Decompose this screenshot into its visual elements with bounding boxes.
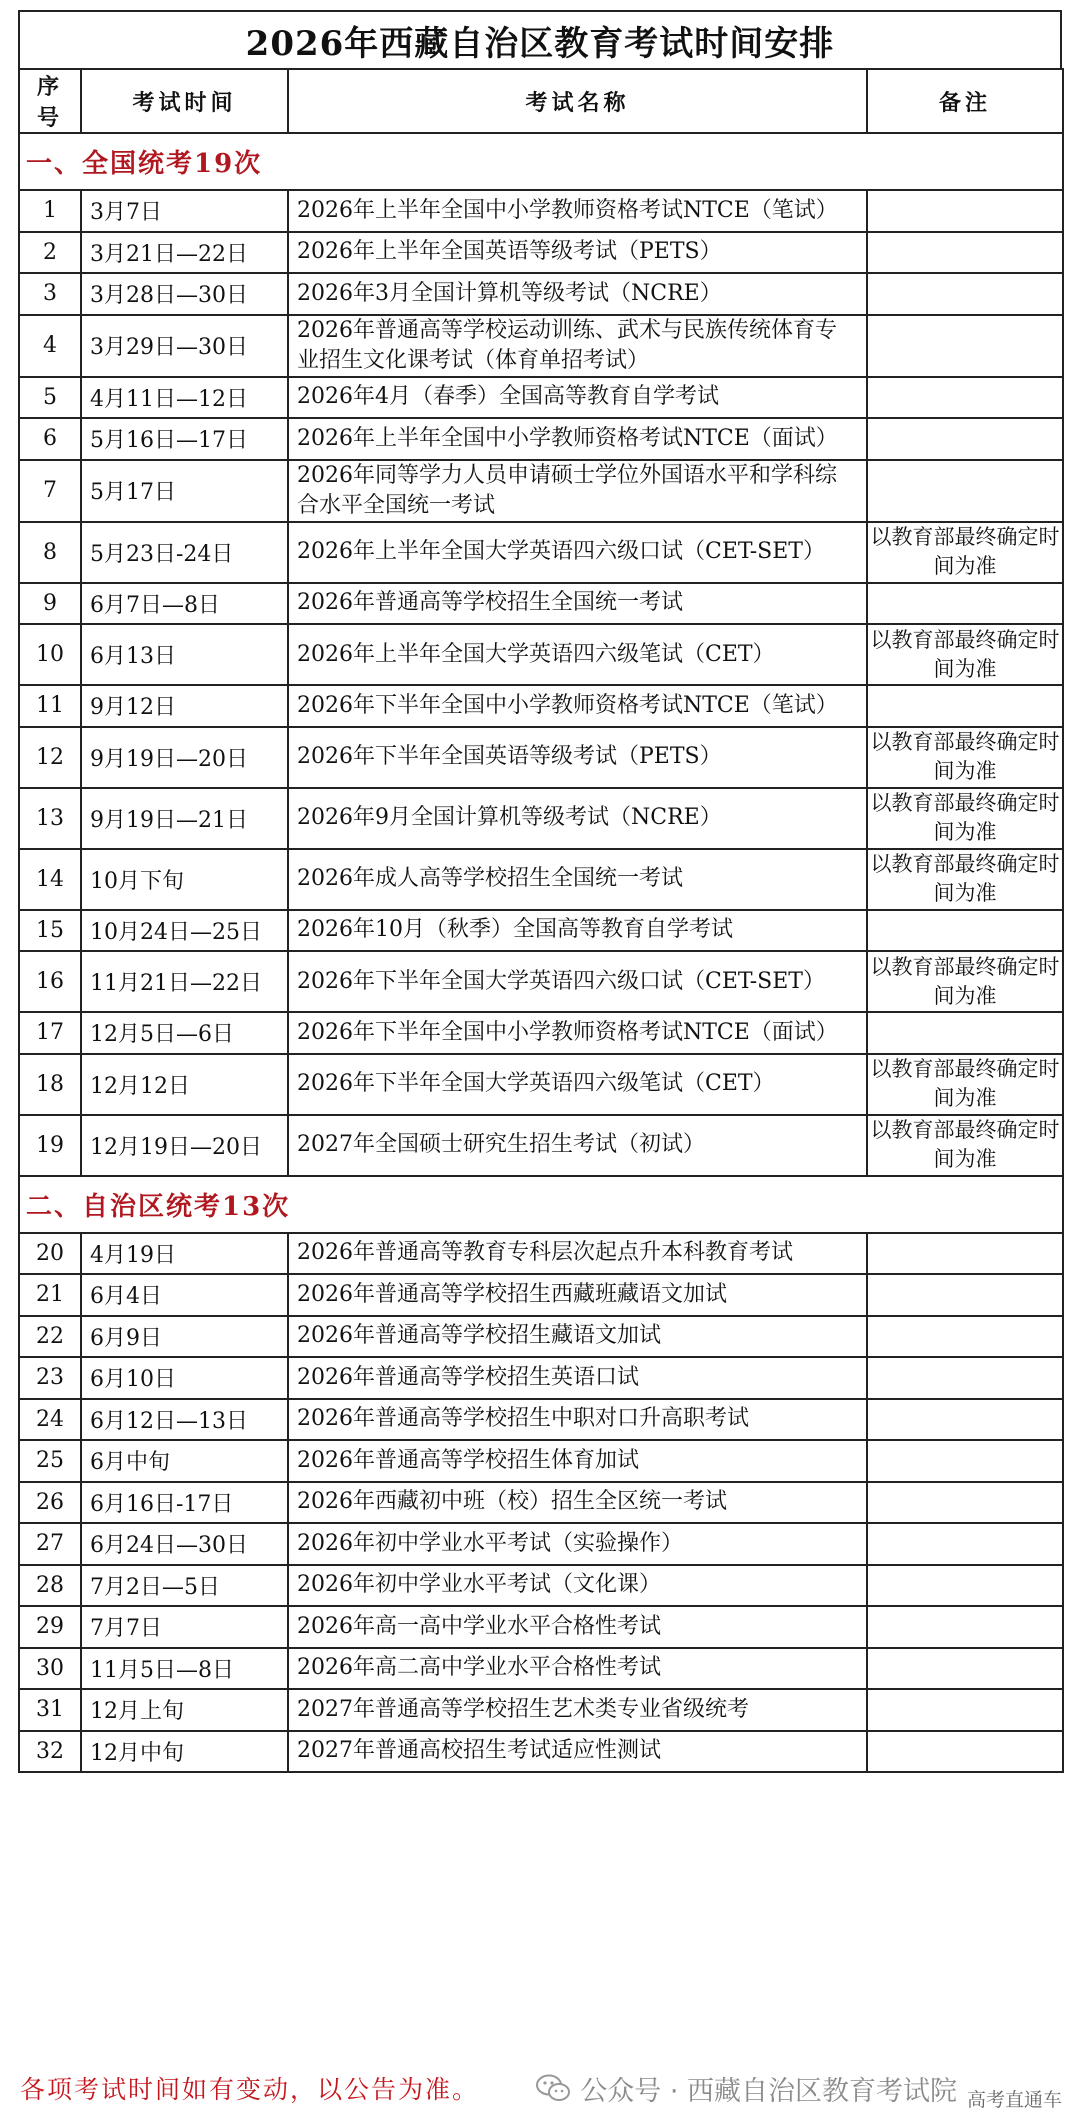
cell-date: 5月17日 xyxy=(81,460,288,522)
cell-name: 2027年全国硕士研究生招生考试（初试） xyxy=(288,1115,867,1176)
cell-no: 30 xyxy=(19,1648,81,1690)
cell-note xyxy=(867,377,1063,419)
cell-name: 2026年西藏初中班（校）招生全区统一考试 xyxy=(288,1482,867,1524)
header-date: 考试时间 xyxy=(81,69,288,133)
cell-note: 以教育部最终确定时间为准 xyxy=(867,1054,1063,1115)
cell-note xyxy=(867,273,1063,315)
table-row xyxy=(19,190,1063,232)
cell-date: 7月2日—5日 xyxy=(81,1565,288,1607)
cell-note xyxy=(867,190,1063,232)
table-row xyxy=(19,315,1063,377)
cell-date: 7月7日 xyxy=(81,1606,288,1648)
table-row xyxy=(19,1648,1063,1690)
cell-date: 6月中旬 xyxy=(81,1440,288,1482)
cell-date: 12月上旬 xyxy=(81,1689,288,1731)
cell-name: 2026年普通高等学校招生西藏班藏语文加试 xyxy=(288,1274,867,1316)
cell-no: 4 xyxy=(19,315,81,377)
cell-no: 18 xyxy=(19,1054,81,1115)
cell-note xyxy=(867,1606,1063,1648)
cell-name: 2026年4月（春季）全国高等教育自学考试 xyxy=(288,377,867,419)
cell-date: 5月16日—17日 xyxy=(81,418,288,460)
table-row xyxy=(19,910,1063,952)
cell-no: 24 xyxy=(19,1399,81,1441)
table-row xyxy=(19,1316,1063,1358)
cell-name: 2026年普通高等学校招生体育加试 xyxy=(288,1440,867,1482)
table-row xyxy=(19,232,1063,274)
table-row xyxy=(19,1440,1063,1482)
watermark xyxy=(536,2069,1062,2111)
cell-note xyxy=(867,1440,1063,1482)
cell-note xyxy=(867,1565,1063,1607)
cell-name: 2026年上半年全国大学英语四六级口试（CET-SET） xyxy=(288,522,867,583)
cell-no: 28 xyxy=(19,1565,81,1607)
section-row xyxy=(19,133,1063,190)
cell-no: 27 xyxy=(19,1523,81,1565)
cell-note xyxy=(867,1357,1063,1399)
cell-note xyxy=(867,1012,1063,1054)
cell-no: 21 xyxy=(19,1274,81,1316)
cell-no: 19 xyxy=(19,1115,81,1176)
cell-note xyxy=(867,1274,1063,1316)
wechat-icon xyxy=(536,2074,570,2102)
table-row xyxy=(19,1115,1063,1176)
cell-name: 2026年普通高等学校招生英语口试 xyxy=(288,1357,867,1399)
cell-note xyxy=(867,1482,1063,1524)
cell-no: 26 xyxy=(19,1482,81,1524)
table-body xyxy=(19,133,1063,1772)
cell-name: 2026年下半年全国大学英语四六级口试（CET-SET） xyxy=(288,951,867,1012)
cell-name: 2026年成人高等学校招生全国统一考试 xyxy=(288,849,867,910)
cell-date: 11月5日—8日 xyxy=(81,1648,288,1690)
cell-no: 1 xyxy=(19,190,81,232)
table-row xyxy=(19,1274,1063,1316)
table-row xyxy=(19,1012,1063,1054)
cell-name: 2026年普通高等学校招生中职对口升高职考试 xyxy=(288,1399,867,1441)
header-row xyxy=(19,69,1063,133)
cell-date: 11月21日—22日 xyxy=(81,951,288,1012)
cell-no: 25 xyxy=(19,1440,81,1482)
cell-note xyxy=(867,1523,1063,1565)
cell-no: 8 xyxy=(19,522,81,583)
cell-name: 2026年普通高等学校招生藏语文加试 xyxy=(288,1316,867,1358)
cell-name: 2026年上半年全国英语等级考试（PETS） xyxy=(288,232,867,274)
cell-no: 20 xyxy=(19,1233,81,1275)
cell-note xyxy=(867,460,1063,522)
cell-date: 9月12日 xyxy=(81,685,288,727)
table-row xyxy=(19,273,1063,315)
cell-date: 6月24日—30日 xyxy=(81,1523,288,1565)
cell-note: 以教育部最终确定时间为准 xyxy=(867,849,1063,910)
cell-note xyxy=(867,232,1063,274)
cell-date: 9月19日—20日 xyxy=(81,727,288,788)
cell-date: 5月23日-24日 xyxy=(81,522,288,583)
cell-name: 2026年下半年全国中小学教师资格考试NTCE（面试） xyxy=(288,1012,867,1054)
cell-name: 2026年普通高等学校运动训练、武术与民族传统体育专业招生文化课考试（体育单招考试） xyxy=(288,315,867,377)
cell-date: 3月28日—30日 xyxy=(81,273,288,315)
cell-name: 2026年3月全国计算机等级考试（NCRE） xyxy=(288,273,867,315)
cell-name: 2026年下半年全国英语等级考试（PETS） xyxy=(288,727,867,788)
cell-name: 2026年上半年全国大学英语四六级笔试（CET） xyxy=(288,624,867,685)
cell-note xyxy=(867,1731,1063,1773)
cell-name: 2026年普通高等学校招生全国统一考试 xyxy=(288,583,867,625)
table-row xyxy=(19,849,1063,910)
cell-date: 3月7日 xyxy=(81,190,288,232)
table-row xyxy=(19,1523,1063,1565)
cell-name: 2026年普通高等教育专科层次起点升本科教育考试 xyxy=(288,1233,867,1275)
cell-date: 12月5日—6日 xyxy=(81,1012,288,1054)
cell-name: 2026年上半年全国中小学教师资格考试NTCE（笔试） xyxy=(288,190,867,232)
cell-note xyxy=(867,910,1063,952)
cell-name: 2026年高二高中学业水平合格性考试 xyxy=(288,1648,867,1690)
page-title: 2026年西藏自治区教育考试时间安排 xyxy=(18,10,1062,68)
cell-no: 29 xyxy=(19,1606,81,1648)
cell-name: 2026年上半年全国中小学教师资格考试NTCE（面试） xyxy=(288,418,867,460)
table-row xyxy=(19,624,1063,685)
cell-no: 17 xyxy=(19,1012,81,1054)
cell-name: 2026年9月全国计算机等级考试（NCRE） xyxy=(288,788,867,849)
cell-note xyxy=(867,1316,1063,1358)
table-row xyxy=(19,1606,1063,1648)
cell-note: 以教育部最终确定时间为准 xyxy=(867,522,1063,583)
table-row xyxy=(19,1399,1063,1441)
cell-date: 3月29日—30日 xyxy=(81,315,288,377)
table-row xyxy=(19,1689,1063,1731)
cell-date: 12月12日 xyxy=(81,1054,288,1115)
cell-no: 14 xyxy=(19,849,81,910)
cell-date: 6月9日 xyxy=(81,1316,288,1358)
cell-date: 9月19日—21日 xyxy=(81,788,288,849)
cell-name: 2026年10月（秋季）全国高等教育自学考试 xyxy=(288,910,867,952)
table-row xyxy=(19,418,1063,460)
cell-name: 2027年普通高等学校招生艺术类专业省级统考 xyxy=(288,1689,867,1731)
cell-note xyxy=(867,1648,1063,1690)
cell-date: 10月下旬 xyxy=(81,849,288,910)
cell-note xyxy=(867,418,1063,460)
cell-no: 9 xyxy=(19,583,81,625)
cell-note: 以教育部最终确定时间为准 xyxy=(867,788,1063,849)
cell-no: 7 xyxy=(19,460,81,522)
cell-date: 4月19日 xyxy=(81,1233,288,1275)
header-note: 备注 xyxy=(867,69,1063,133)
cell-no: 10 xyxy=(19,624,81,685)
cell-date: 3月21日—22日 xyxy=(81,232,288,274)
cell-name: 2026年高一高中学业水平合格性考试 xyxy=(288,1606,867,1648)
watermark-subtext: 高考直通车 xyxy=(966,2088,1062,2111)
table-row xyxy=(19,727,1063,788)
table-row xyxy=(19,1054,1063,1115)
section-row xyxy=(19,1176,1063,1233)
exam-schedule-table xyxy=(18,68,1064,1773)
footer xyxy=(18,2062,1062,2114)
cell-note: 以教育部最终确定时间为准 xyxy=(867,624,1063,685)
section-label: 二、自治区统考13次 xyxy=(19,1176,1063,1233)
footnote: 各项考试时间如有变动，以公告为准。 xyxy=(20,2075,480,2104)
cell-no: 3 xyxy=(19,273,81,315)
cell-no: 23 xyxy=(19,1357,81,1399)
cell-note xyxy=(867,315,1063,377)
cell-date: 6月10日 xyxy=(81,1357,288,1399)
section-label: 一、全国统考19次 xyxy=(19,133,1063,190)
cell-name: 2027年普通高校招生考试适应性测试 xyxy=(288,1731,867,1773)
cell-date: 4月11日—12日 xyxy=(81,377,288,419)
table-row xyxy=(19,1482,1063,1524)
cell-date: 6月16日-17日 xyxy=(81,1482,288,1524)
cell-no: 6 xyxy=(19,418,81,460)
cell-date: 6月7日—8日 xyxy=(81,583,288,625)
cell-name: 2026年初中学业水平考试（实验操作） xyxy=(288,1523,867,1565)
cell-note xyxy=(867,1689,1063,1731)
cell-date: 12月中旬 xyxy=(81,1731,288,1773)
header-no: 序号 xyxy=(19,69,81,133)
cell-no: 31 xyxy=(19,1689,81,1731)
cell-no: 15 xyxy=(19,910,81,952)
cell-name: 2026年初中学业水平考试（文化课） xyxy=(288,1565,867,1607)
cell-note xyxy=(867,1233,1063,1275)
table-row xyxy=(19,583,1063,625)
cell-note xyxy=(867,583,1063,625)
cell-date: 6月13日 xyxy=(81,624,288,685)
watermark-text: 公众号 · 西藏自治区教育考试院 xyxy=(580,2075,957,2107)
table-row xyxy=(19,788,1063,849)
cell-date: 12月19日—20日 xyxy=(81,1115,288,1176)
table-row xyxy=(19,1731,1063,1773)
table-row xyxy=(19,377,1063,419)
table-row xyxy=(19,460,1063,522)
header-name: 考试名称 xyxy=(288,69,867,133)
cell-no: 2 xyxy=(19,232,81,274)
cell-note: 以教育部最终确定时间为准 xyxy=(867,727,1063,788)
cell-note: 以教育部最终确定时间为准 xyxy=(867,1115,1063,1176)
table-row xyxy=(19,1357,1063,1399)
cell-no: 5 xyxy=(19,377,81,419)
cell-date: 6月12日—13日 xyxy=(81,1399,288,1441)
table-row xyxy=(19,1565,1063,1607)
table-row xyxy=(19,1233,1063,1275)
cell-no: 16 xyxy=(19,951,81,1012)
cell-date: 10月24日—25日 xyxy=(81,910,288,952)
table-row xyxy=(19,522,1063,583)
cell-note xyxy=(867,685,1063,727)
cell-no: 13 xyxy=(19,788,81,849)
cell-no: 11 xyxy=(19,685,81,727)
cell-name: 2026年下半年全国大学英语四六级笔试（CET） xyxy=(288,1054,867,1115)
cell-name: 2026年下半年全国中小学教师资格考试NTCE（笔试） xyxy=(288,685,867,727)
cell-no: 22 xyxy=(19,1316,81,1358)
table-row xyxy=(19,685,1063,727)
cell-note: 以教育部最终确定时间为准 xyxy=(867,951,1063,1012)
table-row xyxy=(19,951,1063,1012)
cell-note xyxy=(867,1399,1063,1441)
cell-no: 32 xyxy=(19,1731,81,1773)
cell-date: 6月4日 xyxy=(81,1274,288,1316)
cell-no: 12 xyxy=(19,727,81,788)
cell-name: 2026年同等学力人员申请硕士学位外国语水平和学科综合水平全国统一考试 xyxy=(288,460,867,522)
